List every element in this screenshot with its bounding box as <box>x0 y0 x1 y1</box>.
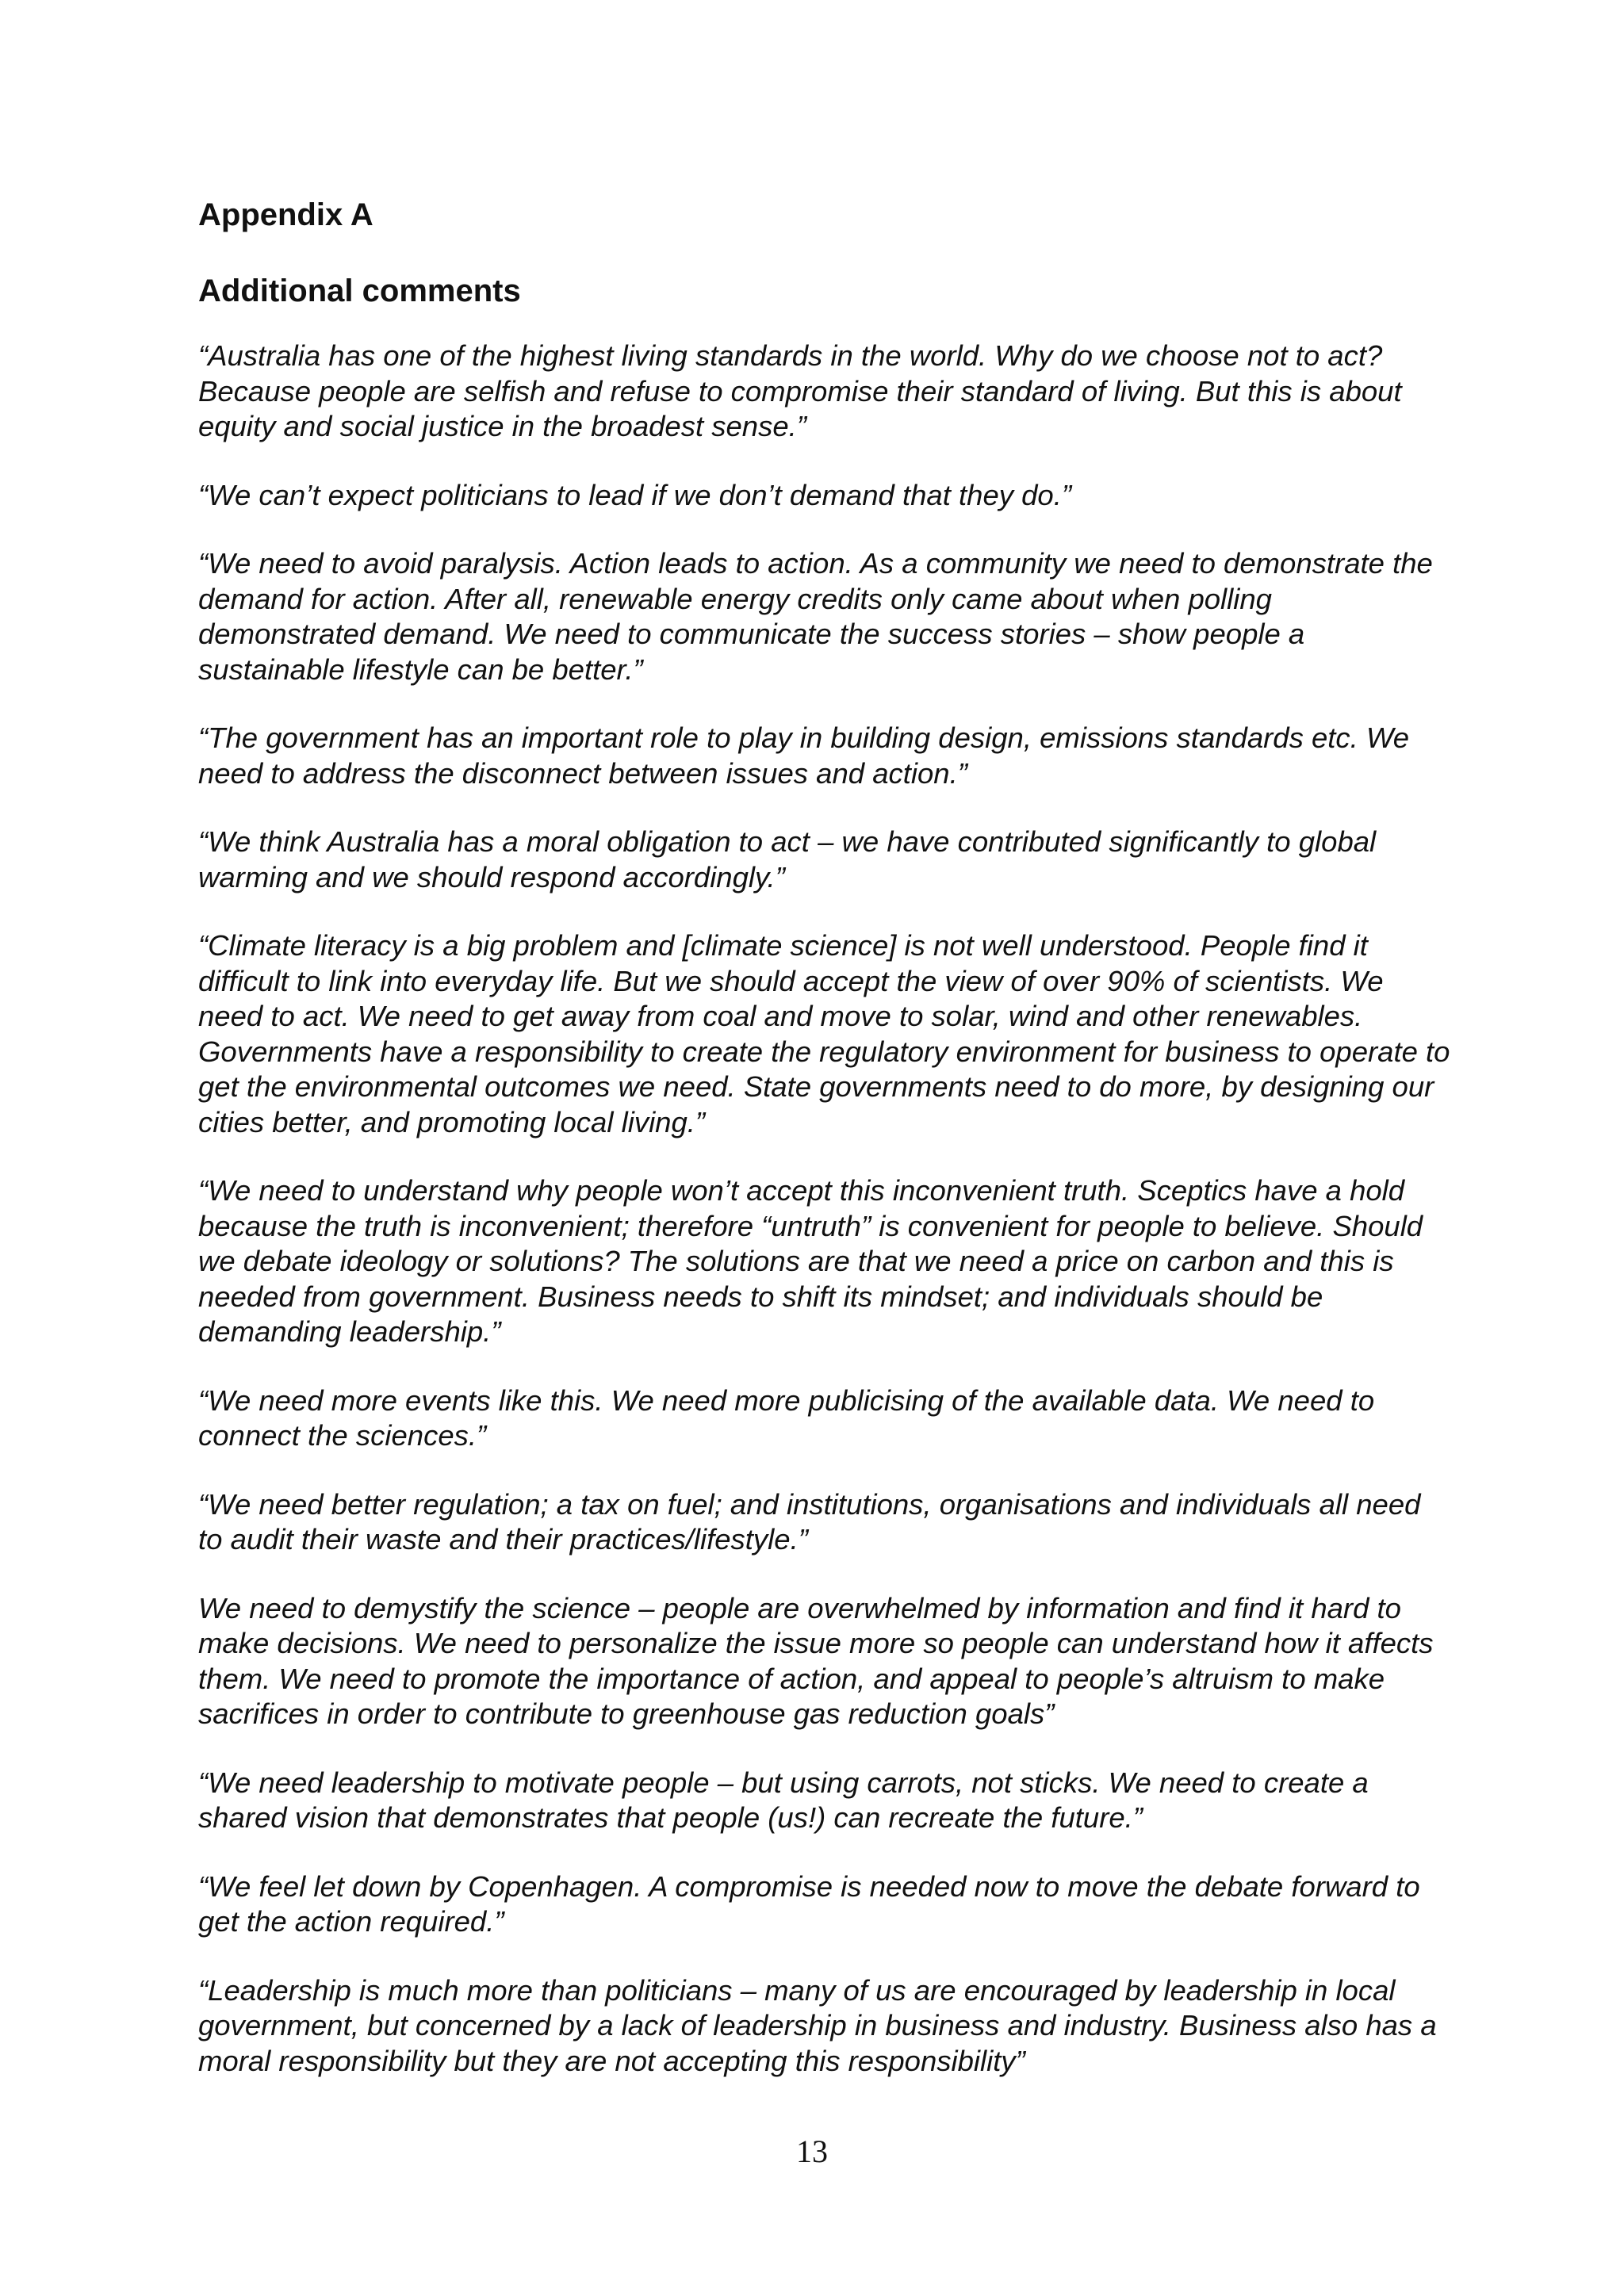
comment-paragraph: “We feel let down by Copenhagen. A compromise is needed now to move the debate forward to get the action required.” <box>198 1869 1420 1938</box>
section-title: Additional comments <box>198 274 521 308</box>
page-content <box>198 194 1451 2112</box>
comment-paragraph: “We think Australia has a moral obligation to act – we have contributed significantly to global warming and we should respond accordingly.” <box>198 825 1377 894</box>
comment-paragraph: “We need leadership to motivate people – but using carrots, not sticks. We need to create a shared vision that demonstrates that people (us!) can recreate the future.” <box>198 1766 1369 1834</box>
comment-paragraph: “We need to avoid paralysis. Action leads to action. As a community we need to demonstrate the demand for action. After all, renewable energy credits only came about when polling demonstrated demand. We need to communicate the success stories – show people a sustainable lifestyle can be better.” <box>198 547 1433 686</box>
comment-paragraph: “Climate literacy is a big problem and [climate science] is not well understood. People find it difficult to link into everyday life. But we should accept the view of over 90% of scientists. We need to act. We need to get away from coal and move to solar, wind and other renewables. Governments have a responsibility to create the regulatory environment for business to operate to get the environmental outcomes we need. State governments need to do more, by designing our cities better, and promoting local living.” <box>198 929 1450 1138</box>
comment-paragraph: “Leadership is much more than politicians – many of us are encouraged by leadership in local government, but concerned by a lack of leadership in business and industry. Business also has a moral responsibility but they are not accepting this responsibility” <box>198 1973 1437 2077</box>
comment-paragraph: “We need to understand why people won’t accept this inconvenient truth. Sceptics have a hold because the truth is inconvenient; therefore “untruth” is convenient for people to believe. Should we debate ideology or solutions? The solutions are that we need a price on carbon and this is needed from government. Business needs to shift its mindset; and individuals should be demanding leadership.” <box>198 1174 1423 1348</box>
comment-paragraph: “We need more events like this. We need more publicising of the available data. We need to connect the sciences.” <box>198 1383 1375 1452</box>
comment-paragraph: “Australia has one of the highest living standards in the world. Why do we choose not to act? Because people are selfish and refuse to compromise their standard of living. But this is about equity and social justice in the broadest sense.” <box>198 339 1402 442</box>
comment-paragraph: We need to demystify the science – people are overwhelmed by information and find it hard to make decisions. We need to personalize the issue more so people can understand how it affects them. We need to promote the importance of action, and appeal to people’s altruism to make sacrifices in order to contribute to greenhouse gas reduction goals” <box>198 1591 1434 1730</box>
comment-paragraph: “The government has an important role to play in building design, emissions standards etc. We need to address the disconnect between issues and action.” <box>198 721 1410 790</box>
comment-paragraph: “We need better regulation; a tax on fuel; and institutions, organisations and individuals all need to audit their waste and their practices/lifestyle.” <box>198 1487 1421 1556</box>
page-number: 13 <box>796 2133 828 2169</box>
appendix-title: Appendix A <box>198 197 373 232</box>
comment-paragraph: “We can’t expect politicians to lead if we don’t demand that they do.” <box>198 478 1072 511</box>
